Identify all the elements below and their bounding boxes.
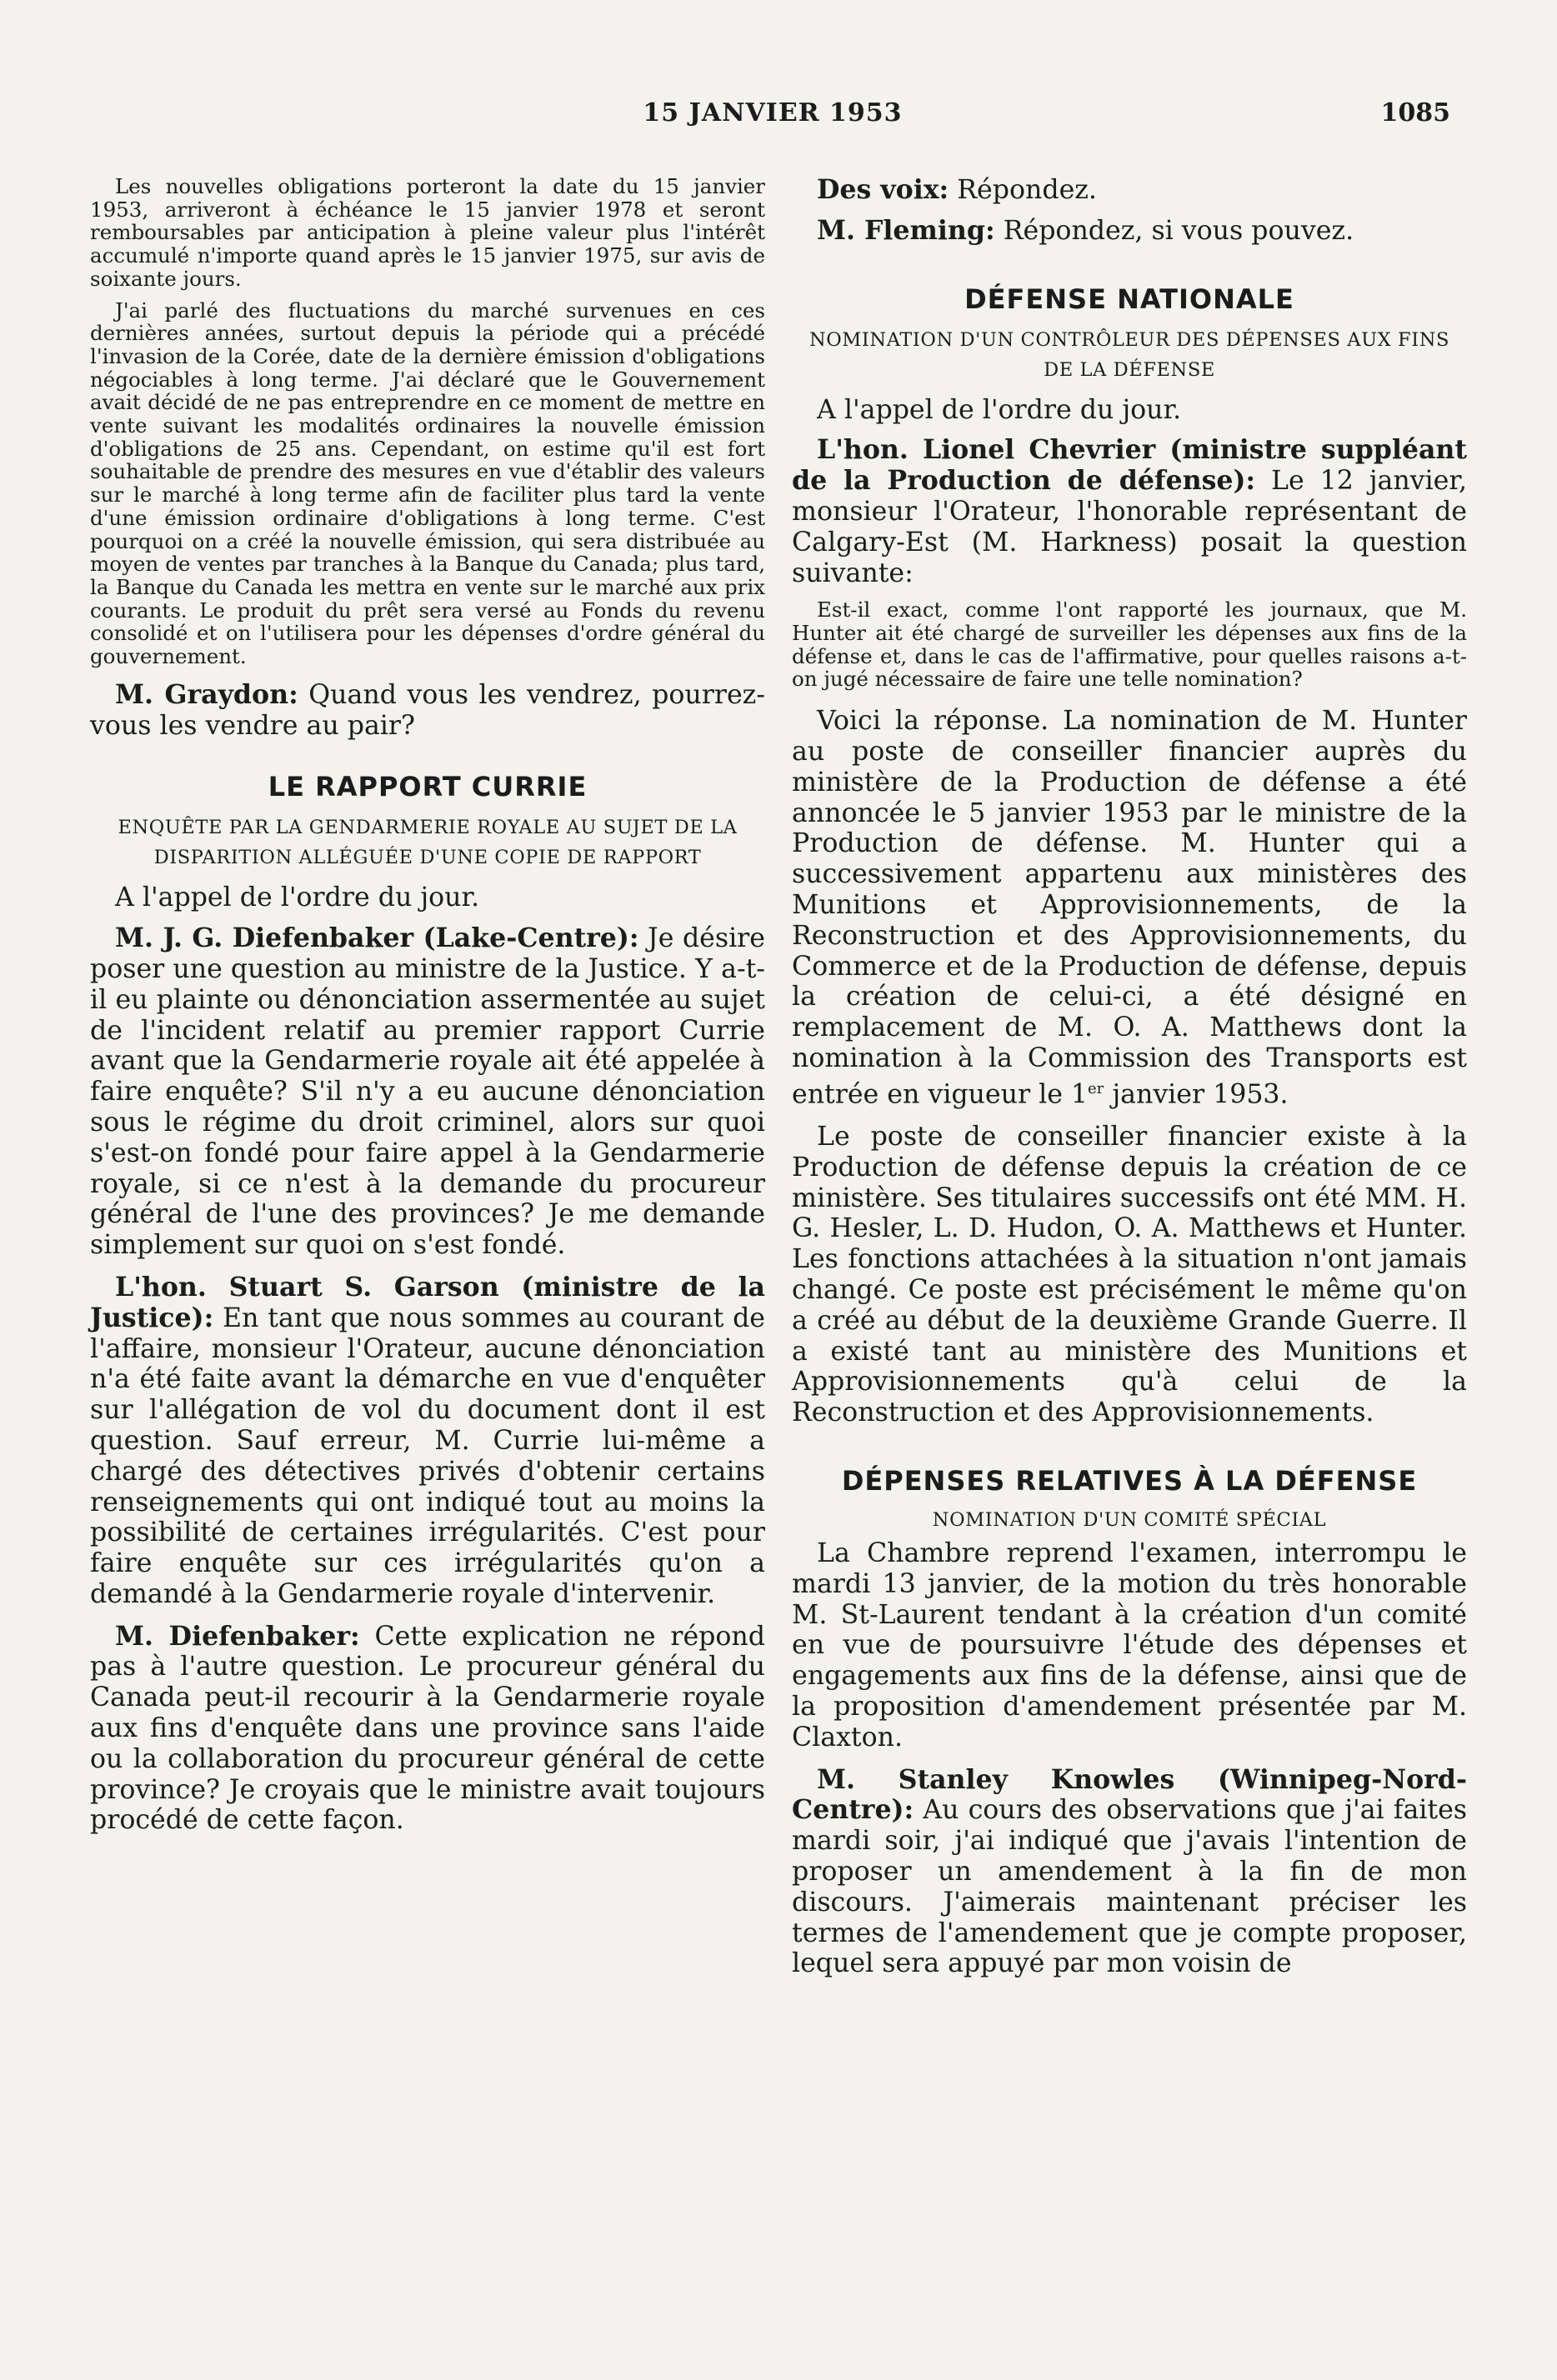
reponse-superscript: er xyxy=(1088,1079,1104,1098)
fleming-text: Répondez, si vous pouvez. xyxy=(994,215,1354,246)
speaker-diefenbaker: M. J. G. Diefenbaker (Lake-Centre): xyxy=(115,922,639,954)
speaker-des-voix: Des voix: xyxy=(817,174,949,205)
chevrier-text: Le 12 janvier, monsieur l'Orateur, l'honorable représentant de Calgary-Est (M. Harkness) posait la question suivante: xyxy=(792,466,1468,588)
section-title-depenses-defense: DÉPENSES RELATIVES À LA DÉFENSE xyxy=(841,1465,1418,1498)
diefenbaker-2-text: Cette explication ne répond pas à l'autre question. Le procureur général du Canada peut-il recourir à la Gendarmerie royale aux fins d'enquête dans une province sans l'aide ou la collaboration du procureur général de cette province? Je croyais que le ministre avait toujours procédé de cette façon. xyxy=(90,1621,765,1836)
paragraph-chevrier xyxy=(792,435,1467,588)
section-subtitle-nomination-controleur: NOMINATION D'UN CONTRÔLEUR DES DÉPENSES AUX FINS DE LA DÉFENSE xyxy=(809,328,1450,381)
speaker-garson: L'hon. Stuart S. Garson (ministre de la Justice): xyxy=(90,1271,765,1333)
garson-text: En tant que nous sommes au courant de l'affaire, monsieur l'Orateur, aucune dénonciation n'a été faite avant la démarche en vue d'enquêter sur l'allégation de vol du document dont il est question. Sauf erreur, M. Currie lui-même a chargé des détectives privés d'obtenir certains renseignements qui ont indiqué tout au moins la possibilité de certaines irrégularités. C'est pour faire enquête sur ces irrégularités qu'on a demandé à la Gendarmerie royale d'intervenir. xyxy=(90,1302,765,1609)
speaker-fleming: M. Fleming: xyxy=(817,214,995,246)
paragraph-appel-right: A l'appel de l'ordre du jour. xyxy=(817,394,1182,425)
paragraph-fleming xyxy=(792,216,1467,247)
speaker-graydon: M. Graydon: xyxy=(115,678,298,710)
page-number: 1085 xyxy=(1380,98,1450,128)
section-title-defense-nationale: DÉFENSE NATIONALE xyxy=(964,282,1294,315)
speaker-diefenbaker-2: M. Diefenbaker: xyxy=(115,1620,360,1652)
speaker-chevrier: L'hon. Lionel Chevrier (ministre suppléant de la Production de défense): xyxy=(792,434,1467,497)
paragraph-reponse xyxy=(792,706,1467,1110)
quote-text: Est-il exact, comme l'ont rapporté les journaux, que M. Hunter ait été chargé de surveiller les dépenses aux fins de la défense et, dans le cas de l'affirmative, pour quelles raisons a-t-on jugé nécessaire de faire une telle nomination? xyxy=(792,598,1467,692)
diefenbaker-text: Je désire poser une question au ministre de la Justice. Y a-t-il eu plainte ou dénonciation assermentée au sujet de l'incident relatif au premier rapport Currie avant que la Gendarmerie royale ait été appelée à faire enquête? S'il n'y a eu aucune dénonciation sous le régime du droit criminel, alors sur quoi s'est-on fondé pour faire appel à la Gendarmerie royale, si ce n'est à la demande du procureur général de l'une des provinces? Je me demande simplement sur quoi on s'est fondé. xyxy=(90,923,765,1261)
reponse-text-end: janvier 1953. xyxy=(1104,1079,1289,1110)
page-date: 15 JANVIER 1953 xyxy=(643,98,903,128)
left-column xyxy=(90,175,765,1836)
paragraph-des-voix xyxy=(792,175,1467,206)
quoted-question xyxy=(792,598,1467,691)
paragraph-garson xyxy=(90,1272,765,1610)
paragraph-diefenbaker-2 xyxy=(90,1622,765,1837)
des-voix-text: Répondez. xyxy=(949,175,1097,205)
paragraph-appel-left: A l'appel de l'ordre du jour. xyxy=(115,882,480,913)
speaker-knowles: M. Stanley Knowles (Winnipeg-Nord-Centre): xyxy=(792,1763,1467,1826)
paragraph-chambre: La Chambre reprend l'examen, interrompu le mardi 13 janvier, de la motion du très honorable M. St-Laurent tendant à la création d'un comité en vue de poursuivre l'étude des dépenses et engagements aux fins de la défense, ainsi que de la proposition d'amendement présentée par M. Claxton. xyxy=(792,1538,1467,1752)
graydon-text: Quand vous les vendrez, pourrez-vous les vendre au pair? xyxy=(90,679,765,741)
paragraph-graydon xyxy=(90,680,765,742)
paragraph-knowles xyxy=(792,1765,1467,1980)
reponse-text: Voici la réponse. La nomination de M. Hunter au poste de conseiller financier auprès du ministère de la Production de défense a été annoncée le 5 janvier 1953 par le ministre de la Production de défense. M. Hunter qui a successivement appartenu aux ministères des Munitions et Approvisionnements, de la Reconstruction et des Approvisionnements, du Commerce et de la Production de défense, depuis la création de celui-ci, a été désigné en remplacement de M. O. A. Matthews dont la nomination à la Commission des Transports est entrée en vigueur le 1 xyxy=(792,706,1467,1110)
right-column xyxy=(792,175,1467,1979)
paragraph-obligations: Les nouvelles obligations porteront la date du 15 janvier 1953, arriveront à échéance le 15 janvier 1978 et seront remboursables par anticipation à pleine valeur plus l'intérêt accumulé n'importe quand après le 15 janvier 1975, sur avis de soixante jours. xyxy=(90,174,765,291)
paragraph-fluctuations: J'ai parlé des fluctuations du marché survenues en ces dernières années, surtout depuis la période qui a précédé l'invasion de la Corée, date de la dernière émission d'obligations négociables à long terme. J'ai déclaré que le Gouvernement avait décidé de ne pas entreprendre en ce moment de mettre en vente suivant les modalités ordinaires la nouvelle émission d'obligations de 25 ans. Cependant, on estime qu'il est fort souhaitable de prendre des mesures en vue d'établir des valeurs sur le marché à long terme afin de faciliter plus tard la vente d'une émission ordinaire d'obligations à long terme. C'est pourquoi on a créé la nouvelle émission, qui sera distribuée au moyen de ventes par tranches à la Banque du Canada; plus tard, la Banque du Canada les mettra en vente sur le marché aux prix courants. Le produit du prêt sera versé au Fonds du revenu consolidé et on l'utilisera pour les dépenses d'ordre général du gouvernement. xyxy=(90,298,765,669)
page-header xyxy=(90,98,1455,148)
section-subtitle-enquete: ENQUÊTE PAR LA GENDARMERIE ROYALE AU SUJET DE LA DISPARITION ALLÉGUÉE D'UNE COPIE DE RAPPORT xyxy=(118,817,738,869)
paragraph-poste: Le poste de conseiller financier existe à la Production de défense depuis la création de ce ministère. Ses titulaires successifs ont été MM. H. G. Hesler, L. D. Hudon, O. A. Matthews et Hunter. Les fonctions attachées à la situation n'ont jamais changé. Ce poste est précisément le même qu'on a créé au début de la deuxième Grande Guerre. Il a existé tant au ministère des Munitions et Approvisionnements qu'à celui de la Reconstruction et des Approvisionnements. xyxy=(792,1122,1467,1428)
knowles-text: Au cours des observations que j'ai faites mardi soir, j'ai indiqué que j'avais l'intention de proposer un amendement à la fin de mon discours. J'aimerais maintenant préciser les termes de l'amendement que je compte proposer, lequel sera appuyé par mon voisin de xyxy=(792,1795,1467,1979)
section-title-rapport-currie: LE RAPPORT CURRIE xyxy=(268,771,588,803)
paragraph-diefenbaker xyxy=(90,923,765,1261)
section-subtitle-comite-special: NOMINATION D'UN COMITÉ SPÉCIAL xyxy=(932,1509,1327,1532)
